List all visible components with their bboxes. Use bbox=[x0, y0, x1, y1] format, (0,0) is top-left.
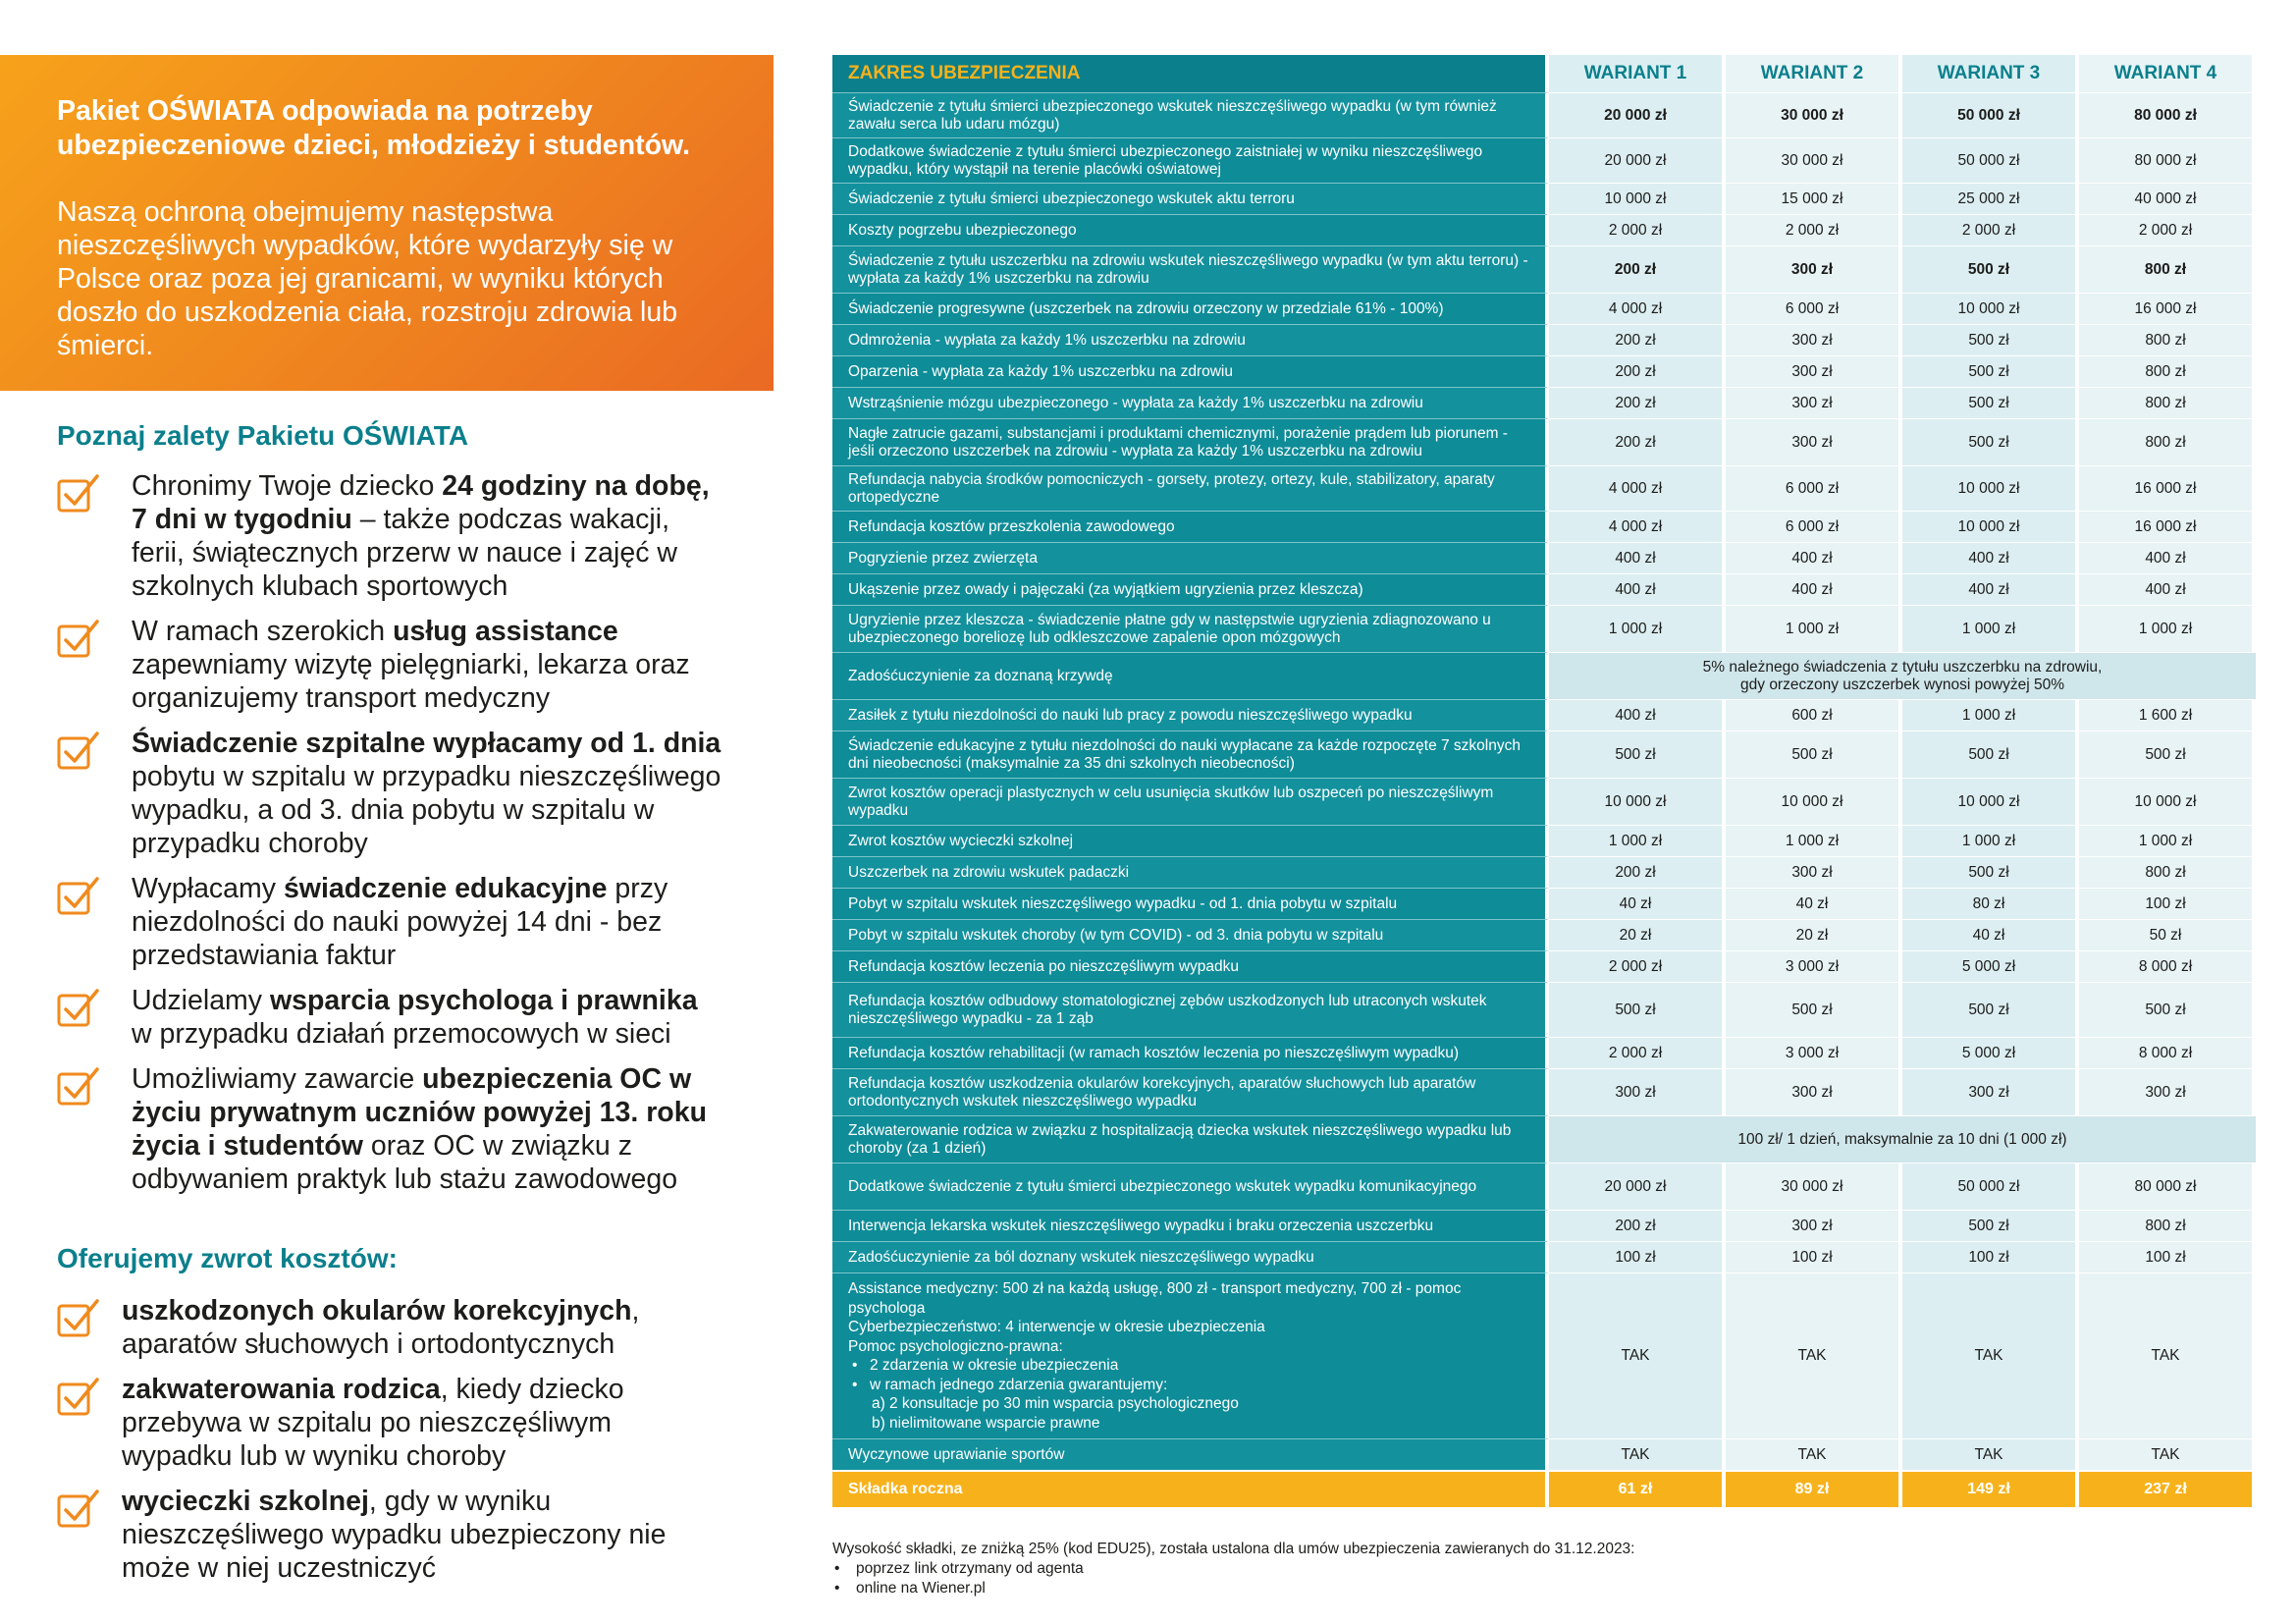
cell-variant-2: 30 000 zł bbox=[1726, 137, 1902, 183]
row-label: Pobyt w szpitalu wskutek nieszczęśliwego wypadku - od 1. dnia pobytu w szpitalu bbox=[832, 888, 1549, 919]
row-label: Zasiłek z tytułu niezdolności do nauki lub pracy z powodu nieszczęśliwego wypadku bbox=[832, 699, 1549, 731]
row-label: Pogryzienie przez zwierzęta bbox=[832, 542, 1549, 573]
cell-variant-2: 40 zł bbox=[1726, 888, 1902, 919]
cell-variant-4: 2 000 zł bbox=[2079, 214, 2256, 245]
cell-variant-4: 800 zł bbox=[2079, 355, 2256, 387]
assistance-subitem bbox=[848, 1414, 1535, 1434]
fee-variant-3: 149 zł bbox=[1902, 1470, 2079, 1507]
table-row bbox=[832, 731, 2256, 778]
text: zapewniamy wizytę pielęgniarki, lekarza oraz organizujemy transport medyczny bbox=[132, 649, 690, 714]
cell-variant-1: 400 zł bbox=[1549, 573, 1726, 605]
cell-variant-1: 200 zł bbox=[1549, 245, 1726, 293]
cell-variant-3: 500 zł bbox=[1902, 1210, 2079, 1241]
assistance-line: Assistance medyczny: 500 zł na każdą usługę, 800 zł - transport medyczny, 700 zł - pomoc psychologa bbox=[848, 1280, 1462, 1317]
hero-banner bbox=[0, 55, 774, 391]
cell-variant-1: 200 zł bbox=[1549, 1210, 1726, 1241]
footnote-text: Wysokość składki, ze zniżką 25% (kod EDU25), została ustalona dla umów ubezpieczenia zawieranych do 31.12.2023: bbox=[832, 1541, 1635, 1557]
text: W ramach szerokich bbox=[132, 616, 394, 647]
cell-variant-2: 3 000 zł bbox=[1726, 950, 1902, 982]
cell-variant-2: 400 zł bbox=[1726, 573, 1902, 605]
list-item bbox=[57, 469, 724, 603]
cell-variant-4: 300 zł bbox=[2079, 1068, 2256, 1115]
cell-variant-2: 600 zł bbox=[1726, 699, 1902, 731]
fee-label: Składka roczna bbox=[832, 1470, 1549, 1507]
header-scope: ZAKRES UBEZPIECZENIA bbox=[832, 55, 1549, 92]
row-label: Świadczenie z tytułu uszczerbku na zdrowiu wskutek nieszczęśliwego wypadku (w tym aktu terroru) - wypłata za każdy 1% uszczerbku na zdrowiu bbox=[832, 245, 1549, 293]
row-label: Świadczenie edukacyjne z tytułu niezdolności do nauki wypłacane za każde rozpoczęte 7 szkolnych dni nieobecności (maksymalnie za 35 dni szkolnych nieobecności) bbox=[832, 731, 1549, 778]
table-row bbox=[832, 573, 2256, 605]
table-row bbox=[832, 982, 2256, 1037]
cell-variant-4: 50 zł bbox=[2079, 919, 2256, 950]
subitem-key: b) bbox=[872, 1414, 885, 1432]
cell-variant-3: 1 000 zł bbox=[1902, 825, 2079, 856]
text: Chronimy Twoje dziecko bbox=[132, 470, 443, 502]
fee-variant-2: 89 zł bbox=[1726, 1470, 1902, 1507]
row-label: Refundacja nabycia środków pomocniczych - gorsety, protezy, ortezy, kule, stabilizatory, aparaty ortopedyczne bbox=[832, 465, 1549, 511]
text: Wypłacamy bbox=[132, 873, 284, 904]
returns-list bbox=[57, 1294, 724, 1597]
table-row bbox=[832, 465, 2256, 511]
hero-body: Naszą ochroną obejmujemy następstwa nieszczęśliwych wypadków, które wydarzyły się w Polsce oraz poza jej granicami, w wyniku których doszło do uszkodzenia ciała, rozstroju zdrowia lub śmierci. bbox=[57, 196, 678, 361]
cell-variant-2: 500 zł bbox=[1726, 731, 1902, 778]
fee-variant-4: 237 zł bbox=[2079, 1470, 2256, 1507]
bold-text: wycieczki szkolnej bbox=[122, 1486, 369, 1517]
table-row bbox=[832, 605, 2256, 652]
cell-variant-2: 500 zł bbox=[1726, 982, 1902, 1037]
cell-variant-4: 100 zł bbox=[2079, 888, 2256, 919]
text: , kiedy dziecko przebywa w szpitalu po nieszczęśliwym wypadku lub w wyniku choroby bbox=[122, 1374, 624, 1472]
table-row-assistance bbox=[832, 1272, 2256, 1438]
checkbox-checked-icon bbox=[57, 619, 100, 658]
row-label: Koszty pogrzebu ubezpieczonego bbox=[832, 214, 1549, 245]
table-row bbox=[832, 1068, 2256, 1115]
row-label: Refundacja kosztów przeszkolenia zawodowego bbox=[832, 511, 1549, 542]
table-row bbox=[832, 1037, 2256, 1068]
cell-variant-4: 8 000 zł bbox=[2079, 950, 2256, 982]
cell-variant-2: 1 000 zł bbox=[1726, 825, 1902, 856]
cell-variant-2: 30 000 zł bbox=[1726, 1163, 1902, 1210]
coverage-table bbox=[832, 55, 2256, 1507]
row-label: Wstrząśnienie mózgu ubezpieczonego - wypłata za każdy 1% uszczerbku na zdrowiu bbox=[832, 387, 1549, 418]
cell-variant-3: 400 zł bbox=[1902, 542, 2079, 573]
cell-variant-4: TAK bbox=[2079, 1438, 2256, 1470]
cell-variant-2: 300 zł bbox=[1726, 1068, 1902, 1115]
list-item bbox=[57, 1062, 724, 1196]
row-span-value bbox=[1549, 1115, 2256, 1163]
table-row bbox=[832, 1163, 2256, 1210]
text: przy niezdolności do nauki powyżej 14 dni - bez przedstawiania faktur bbox=[132, 873, 668, 971]
cell-variant-3: 80 zł bbox=[1902, 888, 2079, 919]
header-variant-4: WARIANT 4 bbox=[2079, 55, 2256, 92]
row-label: Świadczenie z tytułu śmierci ubezpieczonego wskutek aktu terroru bbox=[832, 183, 1549, 214]
row-span-value bbox=[1549, 652, 2256, 699]
assistance-bullet: • 2 zdarzenia w okresie ubezpieczenia bbox=[848, 1356, 1535, 1376]
list-item bbox=[57, 872, 724, 972]
cell-variant-4: 800 zł bbox=[2079, 856, 2256, 888]
cell-variant-3: 1 000 zł bbox=[1902, 699, 2079, 731]
cell-variant-3: 500 zł bbox=[1902, 245, 2079, 293]
list-item-text bbox=[122, 1294, 724, 1361]
cell-variant-4: 1 600 zł bbox=[2079, 699, 2256, 731]
cell-variant-1: 100 zł bbox=[1549, 1241, 1726, 1272]
cell-variant-4: TAK bbox=[2079, 1272, 2256, 1438]
list-item bbox=[57, 615, 724, 715]
cell-variant-4: 800 zł bbox=[2079, 245, 2256, 293]
assistance-line: Pomoc psychologiczno-prawna: bbox=[848, 1337, 1063, 1355]
cell-variant-3: 1 000 zł bbox=[1902, 605, 2079, 652]
cell-variant-3: TAK bbox=[1902, 1272, 2079, 1438]
list-item-text bbox=[132, 615, 724, 715]
cell-variant-1: 500 zł bbox=[1549, 982, 1726, 1037]
cell-variant-4: 1 000 zł bbox=[2079, 825, 2256, 856]
row-label: Zwrot kosztów wycieczki szkolnej bbox=[832, 825, 1549, 856]
list-item-text bbox=[132, 727, 724, 860]
advantages-title: Poznaj zalety Pakietu OŚWIATA bbox=[57, 420, 469, 451]
bold-text: uszkodzonych okularów korekcyjnych bbox=[122, 1295, 632, 1326]
footnote bbox=[832, 1540, 1635, 1598]
cell-variant-4: 80 000 zł bbox=[2079, 137, 2256, 183]
text: Umożliwiamy zawarcie bbox=[132, 1063, 423, 1095]
row-label: Oparzenia - wypłata za każdy 1% uszczerbku na zdrowiu bbox=[832, 355, 1549, 387]
checkbox-checked-icon bbox=[57, 731, 100, 770]
cell-variant-3: 5 000 zł bbox=[1902, 950, 2079, 982]
list-item bbox=[57, 1294, 724, 1361]
row-label: Nagłe zatrucie gazami, substancjami i produktami chemicznymi, porażenie prądem lub piorunem - jeśli orzeczono uszczerbek na zdrowiu - wypłata za każdy 1% uszczerbku na zdrowiu bbox=[832, 418, 1549, 465]
cell-variant-3: 10 000 zł bbox=[1902, 465, 2079, 511]
cell-variant-3: 500 zł bbox=[1902, 418, 2079, 465]
hero-title: Pakiet OŚWIATA odpowiada na potrzeby ubezpieczeniowe dzieci, młodzieży i studentów. bbox=[57, 95, 691, 161]
table-row bbox=[832, 778, 2256, 825]
cell-variant-4: 800 zł bbox=[2079, 418, 2256, 465]
table-row-annual-fee bbox=[832, 1470, 2256, 1507]
cell-variant-3: 5 000 zł bbox=[1902, 1037, 2079, 1068]
cell-variant-2: TAK bbox=[1726, 1272, 1902, 1438]
list-item bbox=[57, 1485, 724, 1585]
checkbox-checked-icon bbox=[57, 876, 100, 915]
cell-variant-4: 16 000 zł bbox=[2079, 465, 2256, 511]
table-row bbox=[832, 699, 2256, 731]
table-row bbox=[832, 950, 2256, 982]
cell-variant-3: 50 000 zł bbox=[1902, 1163, 2079, 1210]
table-row bbox=[832, 1115, 2256, 1163]
list-item-text bbox=[132, 1062, 724, 1196]
cell-variant-2: 300 zł bbox=[1726, 418, 1902, 465]
text: – także podczas wakacji, ferii, świątecznych przerw w nauce i zajęć w szkolnych klubach sportowych bbox=[132, 504, 677, 602]
cell-variant-4: 1 000 zł bbox=[2079, 605, 2256, 652]
table-row bbox=[832, 1210, 2256, 1241]
cell-variant-1: 20 000 zł bbox=[1549, 1163, 1726, 1210]
checkbox-checked-icon bbox=[57, 1489, 100, 1528]
bold-text: 24 godziny na dobę, 7 dni w tygodniu bbox=[132, 470, 710, 535]
cell-variant-1: TAK bbox=[1549, 1272, 1726, 1438]
row-label: Wyczynowe uprawianie sportów bbox=[832, 1438, 1549, 1470]
subitem-text: 2 konsultacje po 30 min wsparcia psychologicznego bbox=[889, 1395, 1239, 1412]
checkbox-checked-icon bbox=[57, 1066, 100, 1106]
returns-title: Oferujemy zwrot kosztów: bbox=[57, 1243, 398, 1273]
cell-variant-3: 10 000 zł bbox=[1902, 293, 2079, 324]
cell-variant-1: 10 000 zł bbox=[1549, 183, 1726, 214]
row-label: Dodatkowe świadczenie z tytułu śmierci ubezpieczonego wskutek wypadku komunikacyjnego bbox=[832, 1163, 1549, 1210]
footnote-item: • poprzez link otrzymany od agenta bbox=[832, 1559, 1635, 1579]
cell-variant-2: 6 000 zł bbox=[1726, 465, 1902, 511]
cell-variant-3: 300 zł bbox=[1902, 1068, 2079, 1115]
text: w przypadku działań przemocowych w sieci bbox=[132, 1018, 671, 1050]
cell-variant-4: 100 zł bbox=[2079, 1241, 2256, 1272]
table-row bbox=[832, 183, 2256, 214]
cell-variant-1: 400 zł bbox=[1549, 542, 1726, 573]
span-line: 5% należnego świadczenia z tytułu uszczerbku na zdrowiu, bbox=[1702, 658, 2103, 676]
table-row bbox=[832, 387, 2256, 418]
cell-variant-1: 20 000 zł bbox=[1549, 92, 1726, 137]
cell-variant-3: 50 000 zł bbox=[1902, 92, 2079, 137]
list-item-text bbox=[132, 984, 724, 1051]
cell-variant-1: 200 zł bbox=[1549, 387, 1726, 418]
cell-variant-1: 200 zł bbox=[1549, 856, 1726, 888]
cell-variant-2: 15 000 zł bbox=[1726, 183, 1902, 214]
table-row bbox=[832, 293, 2256, 324]
cell-variant-3: 10 000 zł bbox=[1902, 778, 2079, 825]
cell-variant-3: 50 000 zł bbox=[1902, 137, 2079, 183]
table-row bbox=[832, 324, 2256, 355]
cell-variant-4: 800 zł bbox=[2079, 387, 2256, 418]
cell-variant-2: 300 zł bbox=[1726, 387, 1902, 418]
text: , aparatów słuchowych i ortodontycznych bbox=[122, 1295, 640, 1360]
row-label-assistance bbox=[832, 1272, 1549, 1438]
table-row bbox=[832, 652, 2256, 699]
cell-variant-1: 1 000 zł bbox=[1549, 825, 1726, 856]
header-variant-1: WARIANT 1 bbox=[1549, 55, 1726, 92]
cell-variant-1: 2 000 zł bbox=[1549, 214, 1726, 245]
subitem-key: a) bbox=[872, 1395, 885, 1412]
subitem-text: nielimitowane wsparcie prawne bbox=[889, 1414, 1100, 1432]
span-line: gdy orzeczony uszczerbek wynosi powyżej 50% bbox=[1740, 676, 2064, 693]
cell-variant-3: 25 000 zł bbox=[1902, 183, 2079, 214]
cell-variant-3: 500 zł bbox=[1902, 324, 2079, 355]
table-row bbox=[832, 245, 2256, 293]
cell-variant-2: 300 zł bbox=[1726, 355, 1902, 387]
cell-variant-2: 300 zł bbox=[1726, 245, 1902, 293]
table-row bbox=[832, 355, 2256, 387]
table-row bbox=[832, 888, 2256, 919]
cell-variant-1: 1 000 zł bbox=[1549, 605, 1726, 652]
bold-text: ubezpieczenia OC w życiu prywatnym uczniów powyżej 13. roku życia i studentów bbox=[132, 1063, 707, 1162]
list-item-text bbox=[132, 872, 724, 972]
cell-variant-4: 500 zł bbox=[2079, 982, 2256, 1037]
cell-variant-1: 4 000 zł bbox=[1549, 465, 1726, 511]
assistance-subitem bbox=[848, 1394, 1535, 1414]
table-row bbox=[832, 542, 2256, 573]
row-label: Dodatkowe świadczenie z tytułu śmierci ubezpieczonego zaistniałej w wyniku nieszczęśliwego wypadku, który wystąpił na terenie placówki oświatowej bbox=[832, 137, 1549, 183]
bold-text: świadczenie edukacyjne bbox=[283, 873, 608, 904]
cell-variant-3: 500 zł bbox=[1902, 731, 2079, 778]
bold-text: wsparcia psychologa i prawnika bbox=[269, 985, 698, 1016]
cell-variant-2: 10 000 zł bbox=[1726, 778, 1902, 825]
cell-variant-2: 300 zł bbox=[1726, 856, 1902, 888]
cell-variant-1: 200 zł bbox=[1549, 324, 1726, 355]
bold-text: Świadczenie szpitalne wypłacamy od 1. dnia bbox=[132, 728, 721, 759]
table-row bbox=[832, 856, 2256, 888]
cell-variant-4: 16 000 zł bbox=[2079, 293, 2256, 324]
row-label: Zakwaterowanie rodzica w związku z hospitalizacją dziecka wskutek nieszczęśliwego wypadku lub choroby (za 1 dzień) bbox=[832, 1115, 1549, 1163]
cell-variant-1: 20 zł bbox=[1549, 919, 1726, 950]
table-row bbox=[832, 92, 2256, 137]
cell-variant-4: 80 000 zł bbox=[2079, 92, 2256, 137]
row-label: Refundacja kosztów odbudowy stomatologicznej zębów uszkodzonych lub utraconych wskutek nieszczęśliwego wypadku - za 1 ząb bbox=[832, 982, 1549, 1037]
cell-variant-1: 40 zł bbox=[1549, 888, 1726, 919]
cell-variant-4: 800 zł bbox=[2079, 324, 2256, 355]
cell-variant-3: 500 zł bbox=[1902, 856, 2079, 888]
cell-variant-1: TAK bbox=[1549, 1438, 1726, 1470]
table-row-sports bbox=[832, 1438, 2256, 1470]
cell-variant-4: 400 zł bbox=[2079, 542, 2256, 573]
advantages-list bbox=[57, 469, 724, 1208]
table-row bbox=[832, 919, 2256, 950]
cell-variant-2: 300 zł bbox=[1726, 1210, 1902, 1241]
text: pobytu w szpitalu w przypadku nieszczęśliwego wypadku, a od 3. dnia pobytu w szpitalu w przypadku choroby bbox=[132, 761, 721, 859]
span-line: 100 zł/ 1 dzień, maksymalnie za 10 dni (1 000 zł) bbox=[1737, 1130, 2067, 1148]
cell-variant-2: 3 000 zł bbox=[1726, 1037, 1902, 1068]
cell-variant-1: 200 zł bbox=[1549, 355, 1726, 387]
list-item-text bbox=[132, 469, 724, 603]
list-item bbox=[57, 1373, 724, 1473]
cell-variant-1: 400 zł bbox=[1549, 699, 1726, 731]
table-header-row bbox=[832, 55, 2256, 92]
cell-variant-3: 2 000 zł bbox=[1902, 214, 2079, 245]
row-label: Pobyt w szpitalu wskutek choroby (w tym COVID) - od 3. dnia pobytu w szpitalu bbox=[832, 919, 1549, 950]
list-item-text bbox=[122, 1373, 724, 1473]
cell-variant-2: 20 zł bbox=[1726, 919, 1902, 950]
row-label: Ukąszenie przez owady i pajęczaki (za wyjątkiem ugryzienia przez kleszcza) bbox=[832, 573, 1549, 605]
cell-variant-4: 10 000 zł bbox=[2079, 778, 2256, 825]
row-label: Świadczenie progresywne (uszczerbek na zdrowiu orzeczony w przedziale 61% - 100%) bbox=[832, 293, 1549, 324]
row-label: Refundacja kosztów leczenia po nieszczęśliwym wypadku bbox=[832, 950, 1549, 982]
cell-variant-2: TAK bbox=[1726, 1438, 1902, 1470]
row-label: Zadośćuczynienie za ból doznany wskutek nieszczęśliwego wypadku bbox=[832, 1241, 1549, 1272]
text: oraz OC w związku z odbywaniem praktyk lub stażu zawodowego bbox=[132, 1130, 678, 1195]
text: , gdy w wyniku nieszczęśliwego wypadku ubezpieczony nie może w niej uczestniczyć bbox=[122, 1486, 667, 1584]
cell-variant-2: 400 zł bbox=[1726, 542, 1902, 573]
list-item bbox=[57, 984, 724, 1051]
table-row bbox=[832, 825, 2256, 856]
fee-variant-1: 61 zł bbox=[1549, 1470, 1726, 1507]
cell-variant-1: 4 000 zł bbox=[1549, 293, 1726, 324]
cell-variant-2: 300 zł bbox=[1726, 324, 1902, 355]
cell-variant-3: 10 000 zł bbox=[1902, 511, 2079, 542]
assistance-line: Cyberbezpieczeństwo: 4 interwencje w okresie ubezpieczenia bbox=[848, 1319, 1265, 1335]
bold-text: zakwaterowania rodzica bbox=[122, 1374, 441, 1405]
cell-variant-3: 500 zł bbox=[1902, 387, 2079, 418]
table-row bbox=[832, 214, 2256, 245]
cell-variant-3: 100 zł bbox=[1902, 1241, 2079, 1272]
checkbox-checked-icon bbox=[57, 988, 100, 1027]
cell-variant-1: 10 000 zł bbox=[1549, 778, 1726, 825]
table-row bbox=[832, 137, 2256, 183]
cell-variant-2: 6 000 zł bbox=[1726, 293, 1902, 324]
cell-variant-2: 100 zł bbox=[1726, 1241, 1902, 1272]
cell-variant-4: 40 000 zł bbox=[2079, 183, 2256, 214]
cell-variant-4: 400 zł bbox=[2079, 573, 2256, 605]
row-label: Zadośćuczynienie za doznaną krzywdę bbox=[832, 652, 1549, 699]
cell-variant-1: 2 000 zł bbox=[1549, 950, 1726, 982]
row-label: Odmrożenia - wypłata za każdy 1% uszczerbku na zdrowiu bbox=[832, 324, 1549, 355]
cell-variant-2: 6 000 zł bbox=[1726, 511, 1902, 542]
cell-variant-3: TAK bbox=[1902, 1438, 2079, 1470]
cell-variant-3: 500 zł bbox=[1902, 982, 2079, 1037]
cell-variant-4: 80 000 zł bbox=[2079, 1163, 2256, 1210]
table-row bbox=[832, 418, 2256, 465]
bold-text: usług assistance bbox=[393, 616, 618, 647]
checkbox-checked-icon bbox=[57, 1377, 100, 1416]
cell-variant-2: 1 000 zł bbox=[1726, 605, 1902, 652]
cell-variant-4: 16 000 zł bbox=[2079, 511, 2256, 542]
cell-variant-3: 40 zł bbox=[1902, 919, 2079, 950]
list-item bbox=[57, 727, 724, 860]
text: Udzielamy bbox=[132, 985, 270, 1016]
cell-variant-1: 300 zł bbox=[1549, 1068, 1726, 1115]
footnote-item: • online na Wiener.pl bbox=[832, 1579, 1635, 1598]
assistance-bullet: • w ramach jednego zdarzenia gwarantujemy: bbox=[848, 1376, 1535, 1395]
cell-variant-1: 500 zł bbox=[1549, 731, 1726, 778]
header-variant-2: WARIANT 2 bbox=[1726, 55, 1902, 92]
cell-variant-1: 4 000 zł bbox=[1549, 511, 1726, 542]
checkbox-checked-icon bbox=[57, 1298, 100, 1337]
table-row bbox=[832, 511, 2256, 542]
cell-variant-1: 20 000 zł bbox=[1549, 137, 1726, 183]
list-item-text bbox=[122, 1485, 724, 1585]
row-label: Świadczenie z tytułu śmierci ubezpieczonego wskutek nieszczęśliwego wypadku (w tym również zawału serca lub udaru mózgu) bbox=[832, 92, 1549, 137]
cell-variant-4: 800 zł bbox=[2079, 1210, 2256, 1241]
cell-variant-2: 2 000 zł bbox=[1726, 214, 1902, 245]
row-label: Ugryzienie przez kleszcza - świadczenie płatne gdy w następstwie ugryzienia zdiagnozowano u ubezpieczonego boreliozę lub odkleszczowe zapalenie opon mózgowych bbox=[832, 605, 1549, 652]
checkbox-checked-icon bbox=[57, 473, 100, 513]
cell-variant-3: 400 zł bbox=[1902, 573, 2079, 605]
cell-variant-2: 30 000 zł bbox=[1726, 92, 1902, 137]
cell-variant-1: 200 zł bbox=[1549, 418, 1726, 465]
row-label: Interwencja lekarska wskutek nieszczęśliwego wypadku i braku orzeczenia uszczerbku bbox=[832, 1210, 1549, 1241]
cell-variant-1: 2 000 zł bbox=[1549, 1037, 1726, 1068]
table-row bbox=[832, 1241, 2256, 1272]
cell-variant-4: 500 zł bbox=[2079, 731, 2256, 778]
cell-variant-3: 500 zł bbox=[1902, 355, 2079, 387]
row-label: Refundacja kosztów rehabilitacji (w ramach kosztów leczenia po nieszczęśliwym wypadku) bbox=[832, 1037, 1549, 1068]
cell-variant-4: 8 000 zł bbox=[2079, 1037, 2256, 1068]
row-label: Uszczerbek na zdrowiu wskutek padaczki bbox=[832, 856, 1549, 888]
row-label: Zwrot kosztów operacji plastycznych w celu usunięcia skutków lub oszpeceń po nieszczęśliwym wypadku bbox=[832, 778, 1549, 825]
row-label: Refundacja kosztów uszkodzenia okularów korekcyjnych, aparatów słuchowych lub aparatów ortodontycznych wskutek nieszczęśliwego wypadku bbox=[832, 1068, 1549, 1115]
header-variant-3: WARIANT 3 bbox=[1902, 55, 2079, 92]
